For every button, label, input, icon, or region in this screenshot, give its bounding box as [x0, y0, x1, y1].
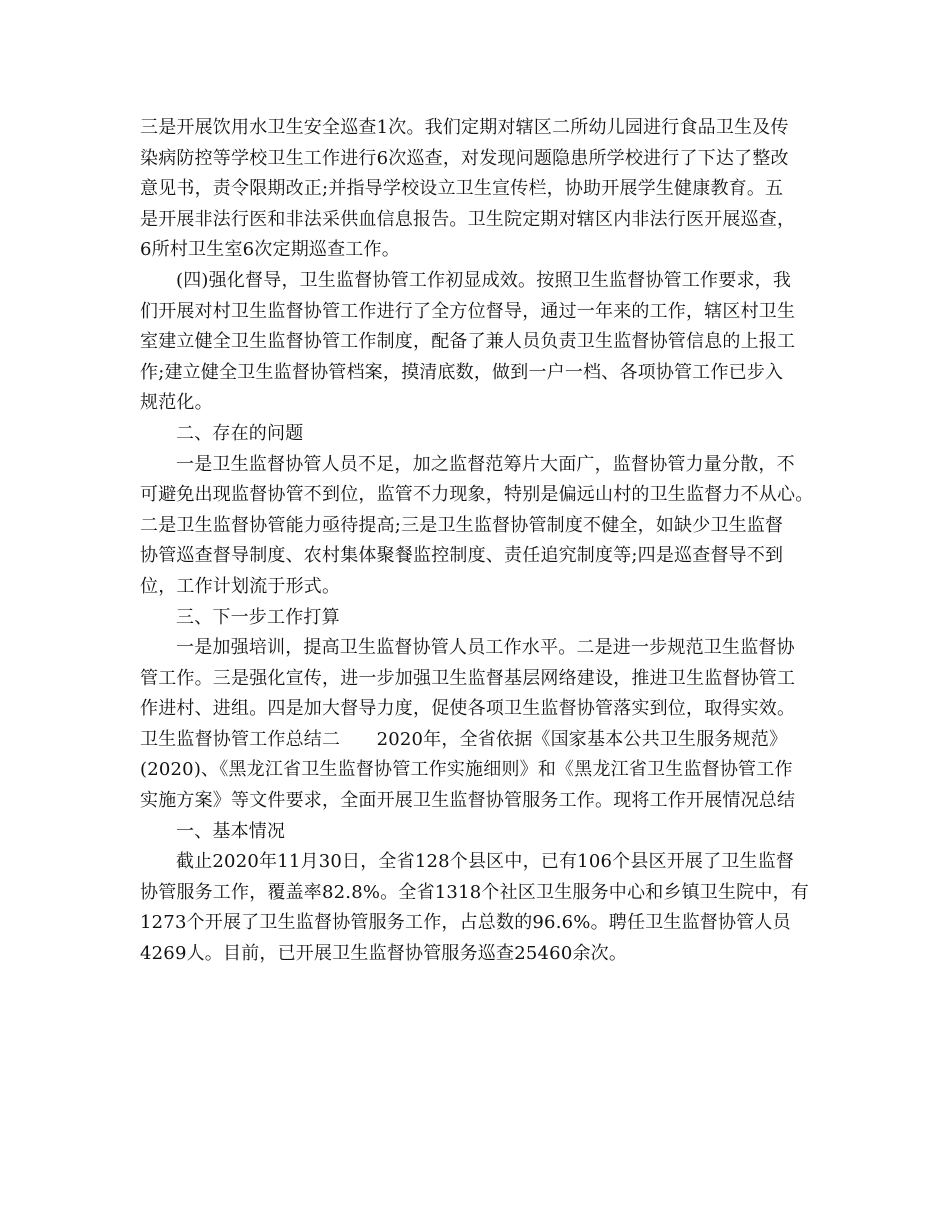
- text-line: 6所村卫生室6次定期巡查工作。: [140, 239, 400, 261]
- text-line: 是开展非法行医和非法采供血信息报告。卫生院定期对辖区内非法行医开展巡查，: [140, 208, 796, 230]
- text-line: 们开展对村卫生监督协管工作进行了全方位督导，通过一年来的工作，辖区村卫生: [140, 300, 796, 322]
- text-line: 二、存在的问题: [176, 422, 304, 444]
- text-line: 4269人。目前，已开展卫生监督协管服务巡查25460余次。: [140, 943, 628, 965]
- text-line: 1273个开展了卫生监督协管服务工作，占总数的96.6%。聘任卫生监督协管人员: [140, 912, 791, 934]
- text-line: 卫生监督协管工作总结二 2020年，全省依据《国家基本公共卫生服务规范》: [140, 728, 788, 750]
- text-line: 作进村、进组。四是加大督导力度，促使各项卫生监督协管落实到位，取得实效。: [140, 698, 796, 720]
- text-line: 作;建立健全卫生监督协管档案，摸清底数，做到一户一档、各项协管工作已步入: [140, 361, 784, 383]
- text-line: 实施方案》等文件要求，全面开展卫生监督协管服务工作。现将工作开展情况总结: [140, 790, 796, 812]
- text-line: 三是开展饮用水卫生安全巡查1次。我们定期对辖区二所幼儿园进行食品卫生及传: [140, 117, 789, 138]
- text-line: 可避免出现监督协管不到位，监管不力现象，特别是偏远山村的卫生监督力不从心。: [140, 484, 814, 506]
- text-line: 一是卫生监督协管人员不足，加之监督范筹片大面广，监督协管力量分散，不: [176, 453, 795, 475]
- text-line: 染病防控等学校卫生工作进行6次巡查，对发现问题隐患所学校进行了下达了整改: [140, 147, 789, 169]
- text-line: 位，工作计划流于形式。: [140, 575, 341, 597]
- text-line: 规范化。: [140, 392, 213, 414]
- text-line: 三、下一步工作打算: [176, 606, 340, 628]
- text-line: 协管服务工作，覆盖率82.8%。全省1318个社区卫生服务中心和乡镇卫生院中，有: [140, 881, 809, 903]
- text-line: 协管巡查督导制度、农村集体聚餐监控制度、责任追究制度等;四是巡查督导不到: [140, 545, 784, 567]
- text-line: 室建立健全卫生监督协管工作制度，配备了兼人员负责卫生监督协管信息的上报工: [140, 331, 796, 353]
- text-line: (四)强化督导，卫生监督协管工作初显成效。按照卫生监督协管工作要求，我: [176, 269, 792, 291]
- text-line: 一是加强培训，提高卫生监督协管人员工作水平。二是进一步规范卫生监督协: [176, 637, 795, 659]
- text-line: 二是卫生监督协管能力亟待提高;三是卫生监督协管制度不健全，如缺少卫生监督: [140, 514, 784, 536]
- document-body: [140, 113, 814, 970]
- text-line: (2020)、《黑龙江省卫生监督协管工作实施细则》和《黑龙江省卫生监督协管工作: [140, 759, 793, 781]
- text-line: 截止2020年11月30日，全省128个县区中，已有106个县区开展了卫生监督: [176, 851, 795, 873]
- text-line: 管工作。三是强化宣传，进一步加强卫生监督基层网络建设，推进卫生监督协管工: [140, 667, 796, 689]
- text-line: 一、基本情况: [176, 820, 286, 842]
- text-line: 意见书，责令限期改正;并指导学校设立卫生宣传栏，协助开展学生健康教育。五: [140, 178, 784, 200]
